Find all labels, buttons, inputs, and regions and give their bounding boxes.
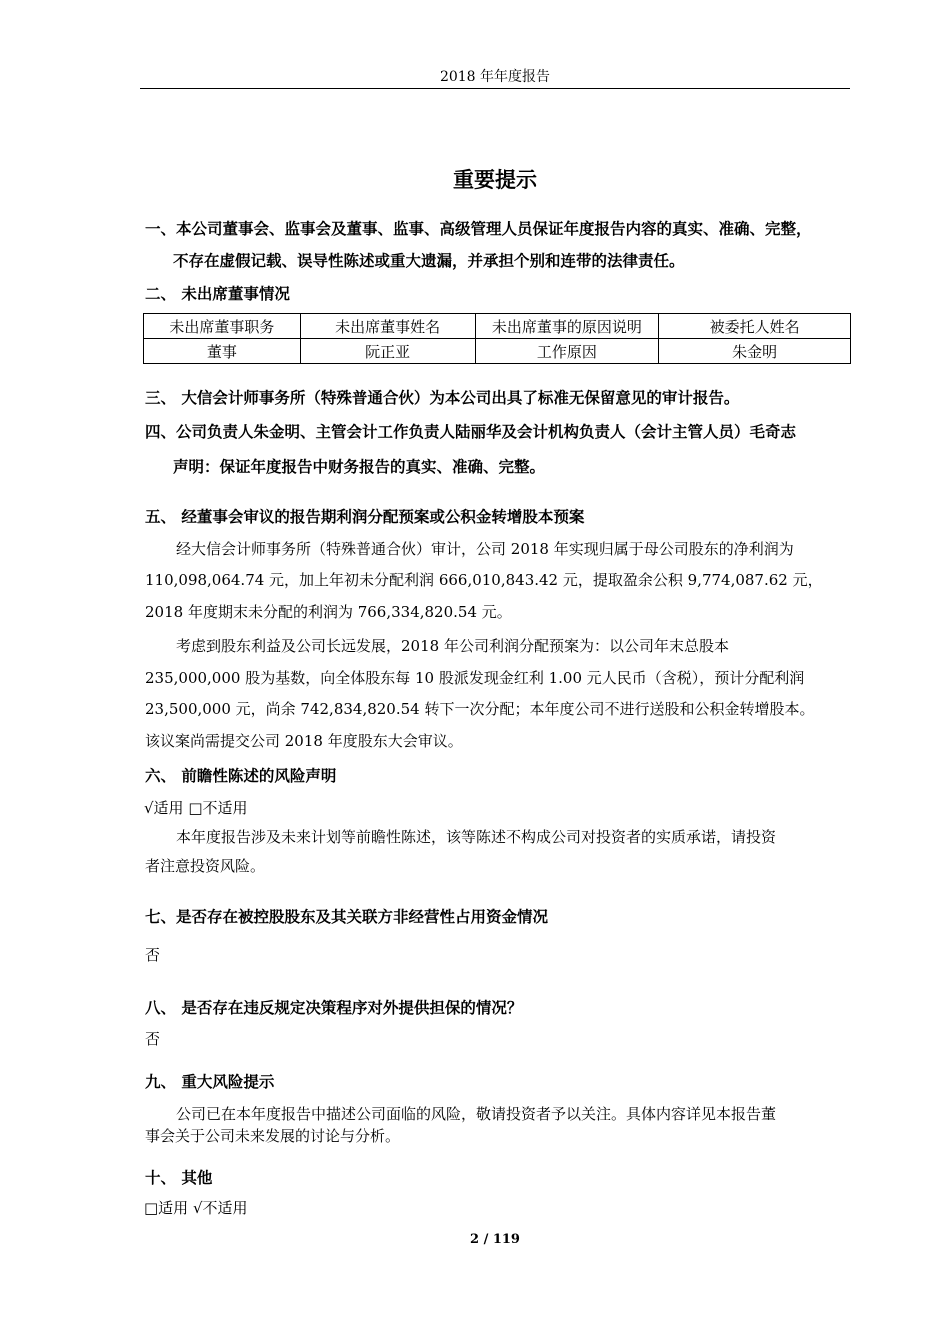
distribution-paragraph-line: 23,500,000 元，尚余 742,834,820.54 转下一次分配；本年度公司不进行送股和公积金转增股本。 [145,700,815,718]
table-cell: 朱金明 [659,339,851,364]
section-7-answer: 否 [145,946,161,964]
section-3-text: 三、 大信会计师事务所（特殊普通合伙）为本公司出具了标准无保留意见的审计报告。 [145,389,740,407]
applicability-option: √适用 □不适用 [144,799,248,817]
section-8-answer: 否 [145,1030,161,1048]
distribution-paragraph-line: 该议案尚需提交公司 2018 年度股东大会审议。 [145,732,463,750]
section-1-line-2: 不存在虚假记载、误导性陈述或重大遗漏，并承担个别和连带的法律责任。 [173,252,685,270]
page-title: 重要提示 [453,168,537,192]
distribution-paragraph-line: 235,000,000 股为基数，向全体股东每 10 股派发现金红利 1.00 元人民币（含税），预计分配利润 [145,669,805,687]
distribution-paragraph-line: 考虑到股东利益及公司长远发展，2018 年公司利润分配预案为：以公司年末总股本 [176,637,729,655]
table-cell: 阮正亚 [300,339,475,364]
section-5-heading: 五、 经董事会审议的报告期利润分配预案或公积金转增股本预案 [145,508,585,526]
table-cell: 董事 [144,339,301,364]
table-row [144,339,851,364]
section-1-line-1: 一、本公司董事会、监事会及董事、监事、高级管理人员保证年度报告内容的真实、准确、完整， [145,220,812,238]
profit-paragraph-line: 2018 年度期末未分配的利润为 766,334,820.54 元。 [145,603,512,621]
risk-statement-line: 者注意投资风险。 [145,857,266,875]
table-header-cell: 未出席董事姓名 [300,314,475,339]
table-header-cell: 被委托人姓名 [659,314,851,339]
section-9-heading: 九、 重大风险提示 [145,1073,275,1091]
table-cell: 工作原因 [475,339,659,364]
section-7-heading: 七、是否存在被控股股东及其关联方非经营性占用资金情况 [145,908,549,926]
profit-paragraph-line: 经大信会计师事务所（特殊普通合伙）审计，公司 2018 年实现归属于母公司股东的净利润为 [176,540,794,558]
section-4-line-1: 四、公司负责人朱金明、主管会计工作负责人陆丽华及会计机构负责人（会计主管人员）毛奇志 [145,423,797,441]
table-header-cell: 未出席董事职务 [144,314,301,339]
profit-paragraph-line: 110,098,064.74 元，加上年初未分配利润 666,010,843.42 元，提取盈余公积 9,774,087.62 元， [145,571,823,589]
section-2-heading: 二、 未出席董事情况 [145,285,290,303]
risk-statement-line: 本年度报告涉及未来计划等前瞻性陈述，该等陈述不构成公司对投资者的实质承诺，请投资 [176,828,777,846]
section-4-line-2: 声明：保证年度报告中财务报告的真实、准确、完整。 [173,458,546,476]
section-8-heading: 八、 是否存在违反规定决策程序对外提供担保的情况？ [145,999,523,1017]
section-6-heading: 六、 前瞻性陈述的风险声明 [145,767,337,785]
page-number: 2 / 119 [470,1232,520,1247]
applicability-option: □适用 √不适用 [144,1199,248,1217]
running-header: 2018 年年度报告 [439,69,551,85]
section-10-heading: 十、 其他 [145,1169,213,1187]
table-header-row [144,314,851,339]
header-divider [140,88,850,89]
major-risk-line: 事会关于公司未来发展的讨论与分析。 [145,1127,401,1145]
major-risk-line: 公司已在本年度报告中描述公司面临的风险，敬请投资者予以关注。具体内容详见本报告董 [176,1105,777,1123]
absent-directors-table [143,313,851,364]
table-header-cell: 未出席董事的原因说明 [475,314,659,339]
